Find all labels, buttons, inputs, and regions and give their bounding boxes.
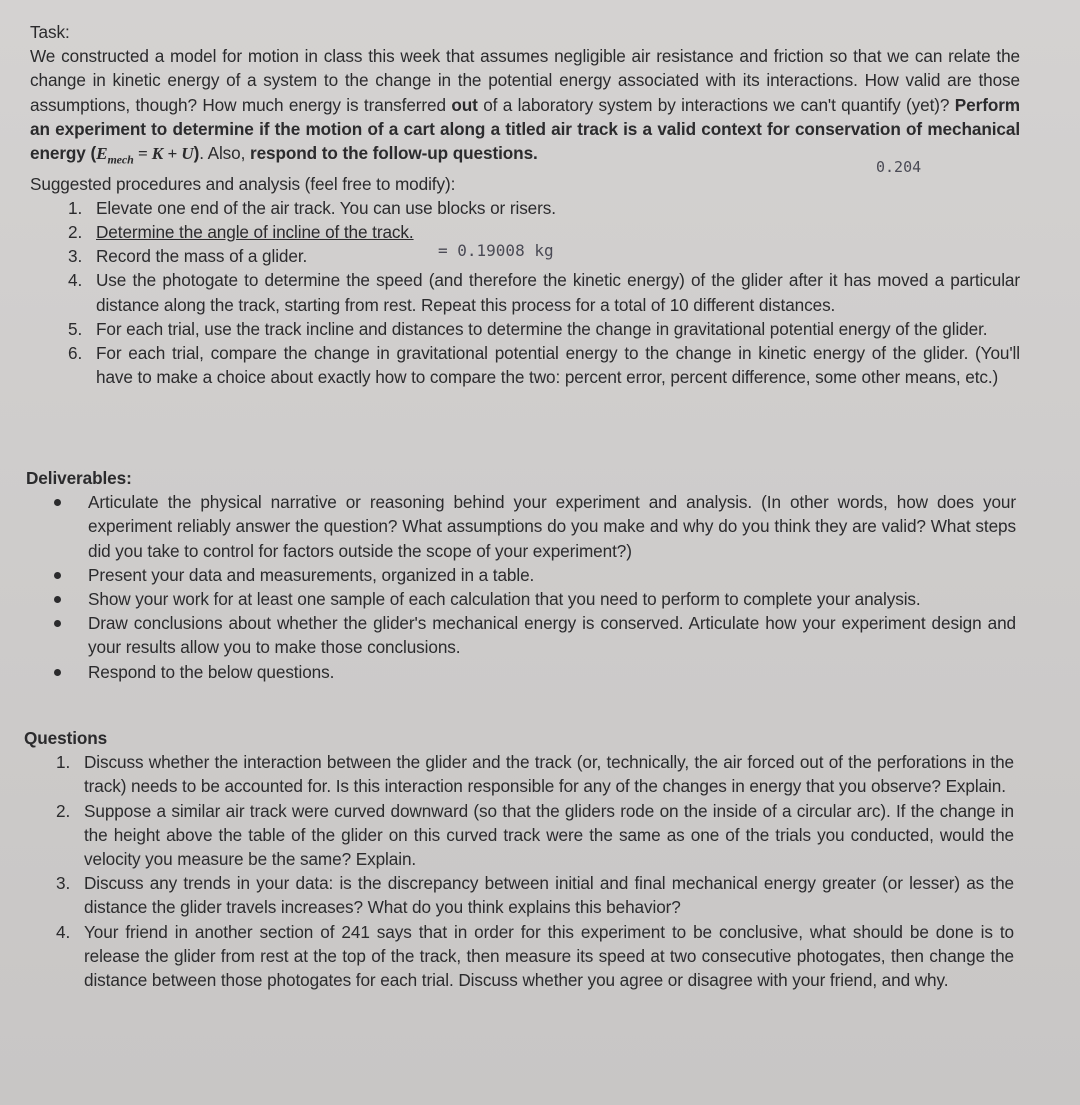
deliverable-item: Articulate the physical narrative or reasoning behind your experiment and analysis. (In other words, how does your experiment reliably answer the question? What assumptions do you make and why do you think they are valid? What steps did you take to control for factors outside the scope of your experiment?)	[88, 490, 1016, 563]
task-heading: Task:	[30, 22, 70, 42]
intro-text-c: . Also,	[199, 143, 250, 164]
procedure-step: 2. Determine the angle of incline of the track.	[68, 222, 414, 243]
procedure-step: 4. Use the photogate to determine the speed (and therefore the kinetic energy) of the glider after it has moved a particular distance along the track, starting from rest. Repeat this process for a total of 10 different distances.	[68, 270, 1020, 315]
deliverables-section	[26, 466, 1016, 684]
deliverables-list	[26, 490, 1016, 684]
bullet-dot	[54, 596, 61, 603]
task-section	[30, 20, 1020, 389]
intro-text-b: of a laboratory system by interactions we can't quantify (yet)?	[477, 94, 955, 115]
handwritten-angle-note: 0.204	[876, 158, 922, 176]
intro-out: out	[451, 94, 478, 115]
deliverable-item: Respond to the below questions.	[88, 660, 1016, 684]
suggested-procedures-label: Suggested procedures and analysis (feel free to modify):	[30, 173, 456, 194]
deliverable-item: Draw conclusions about whether the glider's mechanical energy is conserved. Articulate how your experiment design and your results allow you to make those conclusions.	[88, 611, 1016, 659]
intro-bold-2: respond to the follow-up questions.	[249, 143, 538, 164]
procedure-step: 6. For each trial, compare the change in gravitational potential energy to the change in kinetic energy of the glider. (You'll have to make a choice about exactly how to compare the two: percent error, percent difference, some other means, etc.)	[68, 343, 1020, 388]
questions-heading: Questions	[24, 728, 108, 748]
deliverable-item: Show your work for at least one sample of each calculation that you need to perform to complete your analysis.	[88, 587, 1016, 611]
bullet-dot	[54, 572, 61, 579]
task-intro	[30, 44, 1020, 171]
question-item: 3. Discuss any trends in your data: is the discrepancy between initial and final mechanical energy greater (or lesser) as the distance the glider travels increases? What do you think explains this behavior?	[56, 873, 1014, 918]
intro-math: $E_{mech} = K + U$	[96, 144, 194, 167]
question-item: 1. Discuss whether the interaction between the glider and the track (or, technically, the air forced out of the perforations in the track) needs to be accounted for. Is this interaction responsible for any of the changes in energy that you observe? Explain.	[56, 752, 1014, 797]
questions-list	[24, 750, 1014, 992]
procedure-step: 5. For each trial, use the track incline and distances to determine the change in gravitational potential energy of the glider.	[68, 318, 988, 339]
intro-text-a: We constructed a model for motion in class this week that assumes negligible air resistance and friction so that we can relate the change in kinetic energy of a system to the change in the potential energy associated with its interactions. How valid are those assumptions, though? How much energy is transferred	[30, 46, 1020, 115]
intro-bold-end: )	[193, 143, 200, 164]
question-item: 2. Suppose a similar air track were curved downward (so that the gliders rode on the inside of a circular arc). If the change in the height above the table of the glider on this curved track were the same as one of the trials you conducted, would the velocity you measure be the same? Explain.	[56, 800, 1014, 870]
question-item: 4. Your friend in another section of 241 says that in order for this experiment to be conclusive, what should be done is to release the glider from rest at the top of the track, then measure its speed at two consecutive photogates, then change the distance between those photogates for each trial. Discuss whether you agree or disagree with your friend, and why.	[56, 921, 1014, 991]
procedure-list	[30, 196, 1020, 390]
procedure-step: 3. Record the mass of a glider.	[68, 246, 308, 267]
bullet-dot	[54, 499, 61, 506]
deliverable-item: Present your data and measurements, organized in a table.	[88, 563, 1016, 587]
procedure-step: 1. Elevate one end of the air track. You can use blocks or risers.	[68, 197, 556, 218]
questions-section	[24, 726, 1014, 992]
bullet-dot	[54, 669, 61, 676]
deliverables-heading: Deliverables:	[26, 468, 132, 488]
handwritten-mass-note: = 0.19008 kg	[438, 241, 554, 260]
intro-bold: Perform an experiment to determine if the motion of a cart along a titled air track is a valid context for conservation of mechanical energy (	[30, 94, 1020, 164]
bullet-dot	[54, 620, 61, 627]
